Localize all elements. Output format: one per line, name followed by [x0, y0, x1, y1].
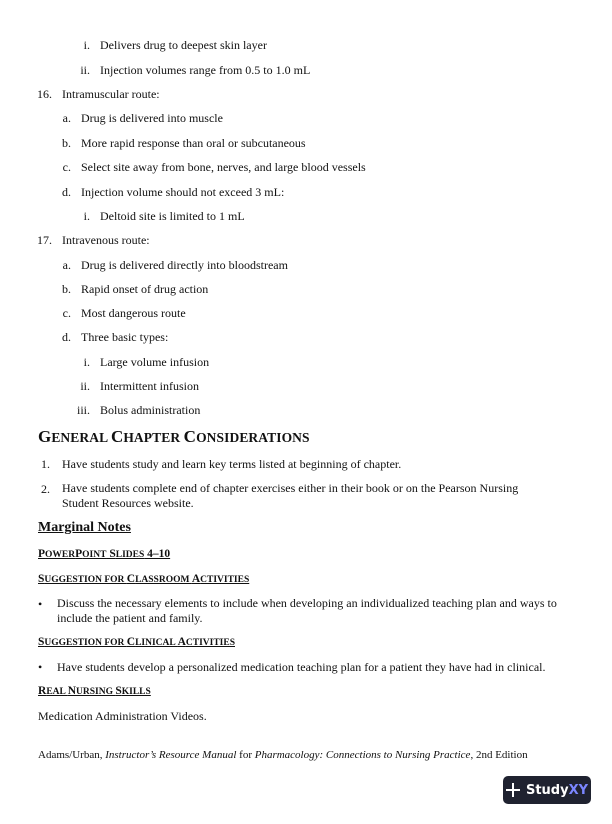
section-heading-marginal: Marginal Notes — [38, 520, 131, 535]
list-item: Have students develop a personalized medication teaching plan for a patient they have had in clinical. — [57, 660, 546, 674]
list-number: i. — [83, 355, 90, 369]
list-item-title: Intramuscular route: — [62, 87, 160, 101]
list-letter: a. — [62, 258, 71, 272]
section-heading-general: GENERAL CHAPTER CONSIDERATIONS — [38, 427, 310, 446]
list-item: Have students complete end of chapter exercises either in their book or on the Pearson Nursing Student Resources website. — [62, 481, 519, 510]
list-letter: a. — [62, 111, 71, 125]
body-text: Medication Administration Videos. — [38, 709, 207, 723]
list-letter: d. — [62, 330, 71, 344]
subheading-powerpoint: POWERPOINT SLIDES 4–10 — [38, 548, 171, 560]
subheading-classroom: SUGGESTION FOR CLASSROOM ACTIVITIES — [38, 573, 250, 585]
list-item: Delivers drug to deepest skin layer — [100, 38, 267, 52]
list-item: Drug is delivered into muscle — [81, 111, 223, 125]
list-letter: c. — [62, 306, 71, 320]
list-number: ii. — [80, 63, 90, 77]
bullet-icon: • — [38, 597, 43, 611]
page-footer: Adams/Urban, Instructor’s Resource Manual for Pharmacology: Connections to Nursing Practice, 2nd Edition — [38, 749, 528, 761]
list-item: Intermittent infusion — [100, 379, 199, 393]
studyxy-logo-badge[interactable] — [503, 776, 591, 804]
list-item: Have students study and learn key terms listed at beginning of chapter. — [62, 457, 402, 471]
list-item: Bolus administration — [100, 403, 201, 417]
list-letter: b. — [62, 282, 71, 296]
list-number: 17. — [37, 233, 52, 247]
list-item: Deltoid site is limited to 1 mL — [100, 209, 245, 223]
list-item: Three basic types: — [81, 330, 169, 344]
list-letter: b. — [62, 136, 71, 150]
subheading-real-nursing-skills: REAL NURSING SKILLS — [38, 685, 151, 697]
list-number: 2. — [41, 482, 50, 496]
list-number: iii. — [76, 403, 90, 417]
subheading-clinical: SUGGESTION FOR CLINICAL ACTIVITIES — [38, 636, 235, 648]
list-item-title: Intravenous route: — [62, 233, 150, 247]
bullet-icon: • — [38, 660, 43, 674]
list-item: Drug is delivered directly into bloodstream — [81, 258, 288, 272]
brand-xy-text: XY — [568, 782, 589, 798]
list-item: Discuss the necessary elements to include when developing an individualized teaching plan and ways to include the patient and family. — [57, 596, 557, 625]
list-item: Most dangerous route — [81, 306, 186, 320]
list-number: i. — [83, 38, 90, 52]
list-number: ii. — [80, 379, 90, 393]
list-letter: c. — [62, 160, 71, 174]
list-number: 1. — [41, 457, 50, 471]
list-item: Large volume infusion — [100, 355, 210, 369]
list-letter: d. — [62, 185, 71, 199]
list-item: Select site away from bone, nerves, and large blood vessels — [81, 160, 366, 174]
plus-icon — [506, 783, 520, 797]
list-number: 16. — [37, 87, 52, 101]
list-item: Injection volumes range from 0.5 to 1.0 mL — [100, 63, 311, 77]
brand-study-text: Study — [525, 782, 569, 798]
list-number: i. — [83, 209, 90, 223]
list-item: Injection volume should not exceed 3 mL: — [81, 185, 285, 199]
list-item: More rapid response than oral or subcutaneous — [81, 136, 306, 150]
list-item: Rapid onset of drug action — [81, 282, 209, 296]
